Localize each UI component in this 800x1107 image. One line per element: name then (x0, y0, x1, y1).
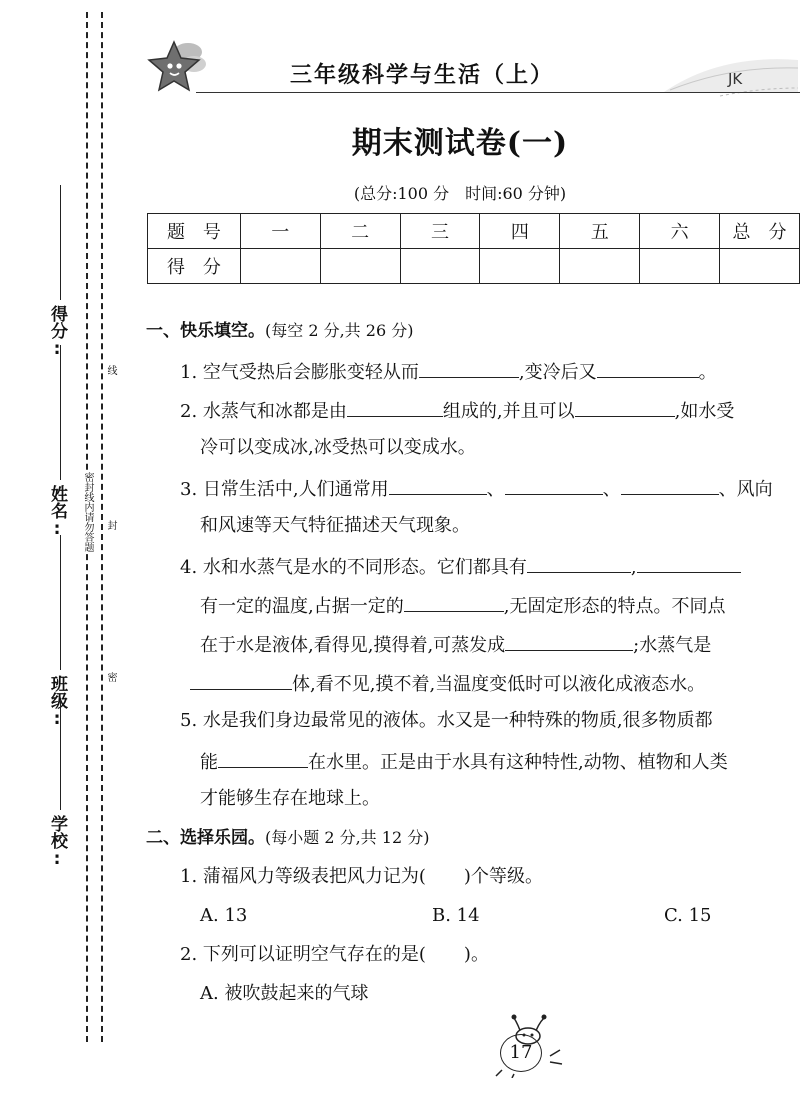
s1-q4-line1 (180, 556, 741, 577)
s1-q4-line4 (190, 673, 705, 694)
score-input-cell[interactable] (480, 249, 560, 284)
question-text: 冷可以变成冰,冰受热可以变成水。 (200, 437, 476, 458)
question-text: 1. 蒲福风力等级表把风力记为( (180, 866, 426, 887)
section2-heading: 二、选择乐园。 (146, 828, 265, 848)
question-text: 才能够生存在地球上。 (200, 788, 380, 809)
question-text: 1. 空气受热后会膨胀变轻从而 (180, 362, 419, 383)
answer-blank[interactable] (347, 400, 443, 417)
name-label: 姓名: (47, 485, 67, 539)
question-text: 在于水是液体,看得见,摸得着,可蒸发成 (200, 635, 506, 656)
school-write-line (60, 700, 61, 810)
score-table (147, 213, 800, 284)
question-text: 有一定的温度,占据一定的 (200, 596, 404, 617)
seal-notice: 密封线内请勿答题 (82, 472, 93, 552)
s2-q1-line (180, 868, 543, 886)
score-input-cell[interactable] (720, 249, 800, 284)
question-text: 2. 水蒸气和冰都是由 (180, 401, 347, 422)
score-input-cell[interactable] (240, 249, 320, 284)
score-table-cell: 题 号 (148, 214, 241, 249)
section2-heading-line (146, 829, 429, 847)
answer-blank[interactable] (637, 556, 741, 573)
question-text: 体,看不见,摸不着,当温度变低时可以液化成液态水。 (292, 674, 706, 695)
s1-q5-line2 (200, 751, 728, 772)
page-number: 17 (500, 1034, 542, 1072)
question-text: 能 (200, 752, 218, 773)
section1-heading-line (146, 322, 413, 340)
line-mark: 线 (105, 365, 116, 375)
answer-blank[interactable] (389, 478, 487, 495)
s1-q5-line1 (180, 712, 713, 730)
class-write-line (60, 535, 61, 670)
score-table-cell: 四 (480, 214, 560, 249)
star-mascot-icon (142, 38, 212, 100)
school-label: 学校: (47, 815, 67, 869)
score-input-cell[interactable] (400, 249, 480, 284)
s2-q1-option-c[interactable]: C. 15 (664, 905, 712, 926)
score-table-cell: 总 分 (720, 214, 800, 249)
question-text: ,无固定形态的特点。不同点 (503, 596, 726, 617)
question-text: 5. 水是我们身边最常见的液体。水又是一种特殊的物质,很多物质都 (180, 710, 713, 731)
s1-q1-line (180, 361, 717, 382)
answer-blank[interactable] (404, 595, 504, 612)
book-title: 三年级科学与生活（上） (290, 63, 555, 88)
question-text: 3. 日常生活中,人们通常用 (180, 479, 389, 500)
secret-mark: 密 (105, 672, 116, 682)
question-text: 、风向 (718, 479, 773, 500)
answer-blank[interactable] (218, 751, 308, 768)
answer-blank[interactable] (505, 478, 603, 495)
question-text: ,变冷后又 (518, 362, 597, 383)
score-write-line (60, 185, 61, 300)
header-rule (196, 92, 800, 93)
question-text: 组成的,并且可以 (442, 401, 575, 422)
answer-blank[interactable] (419, 361, 519, 378)
s1-q4-line2 (200, 595, 725, 616)
exam-info: (总分:100 分 时间:60 分钟) (353, 184, 567, 203)
score-label: 得分: (47, 305, 67, 359)
question-text: 在水里。正是由于水具有这种特性,动物、植物和人类 (308, 752, 728, 773)
question-text: ,如水受 (674, 401, 735, 422)
answer-blank[interactable] (190, 673, 292, 690)
section1-heading: 一、快乐填空。 (146, 321, 265, 341)
section1-note: (每空 2 分,共 26 分) (265, 321, 414, 340)
answer-blank[interactable] (597, 361, 699, 378)
score-table-score-row (148, 249, 800, 284)
s2-q1-option-a[interactable]: A. 13 (200, 905, 248, 926)
score-input-cell[interactable] (320, 249, 400, 284)
score-input-cell[interactable] (560, 249, 640, 284)
question-text: )个等级。 (463, 866, 543, 887)
question-text: 。 (698, 362, 717, 383)
score-table-cell: 一 (240, 214, 320, 249)
seal-mark: 封 (105, 520, 116, 530)
score-table-cell: 二 (320, 214, 400, 249)
score-table-cell: 得 分 (148, 249, 241, 284)
section2-note: (每小题 2 分,共 12 分) (265, 828, 430, 847)
answer-blank[interactable] (621, 478, 719, 495)
question-text: , (630, 557, 637, 578)
question-text: 2. 下列可以证明空气存在的是( (180, 944, 426, 965)
question-text: ;水蒸气是 (633, 635, 712, 656)
binding-line-inner (101, 12, 103, 1042)
question-text: 4. 水和水蒸气是水的不同形态。它们都具有 (180, 557, 527, 578)
answer-blank[interactable] (505, 634, 633, 651)
s1-q3-line1 (180, 478, 773, 499)
s2-q2-option-a[interactable]: A. 被吹鼓起来的气球 (200, 983, 369, 1004)
question-text: )。 (463, 944, 489, 965)
s1-q5-line3 (200, 790, 380, 808)
answer-blank[interactable] (575, 400, 675, 417)
exam-title: 期末测试卷(一) (351, 126, 569, 161)
answer-blank[interactable] (527, 556, 631, 573)
name-write-line (60, 345, 61, 480)
s1-q4-line3 (200, 634, 711, 655)
series-mark: JK (728, 70, 743, 88)
score-table-header-row (148, 214, 800, 249)
score-input-cell[interactable] (640, 249, 720, 284)
s2-q2-line (180, 946, 489, 964)
s1-q2-line1 (180, 400, 734, 421)
s1-q3-line2 (200, 517, 470, 535)
s2-q1-option-b[interactable]: B. 14 (432, 905, 480, 926)
score-table-cell: 六 (640, 214, 720, 249)
s1-q2-line2 (200, 439, 476, 457)
score-table-cell: 五 (560, 214, 640, 249)
question-text: 和风速等天气特征描述天气现象。 (200, 515, 470, 536)
score-table-cell: 三 (400, 214, 480, 249)
question-text: 、 (486, 479, 505, 500)
question-text: 、 (602, 479, 621, 500)
class-label: 班级: (47, 675, 67, 729)
